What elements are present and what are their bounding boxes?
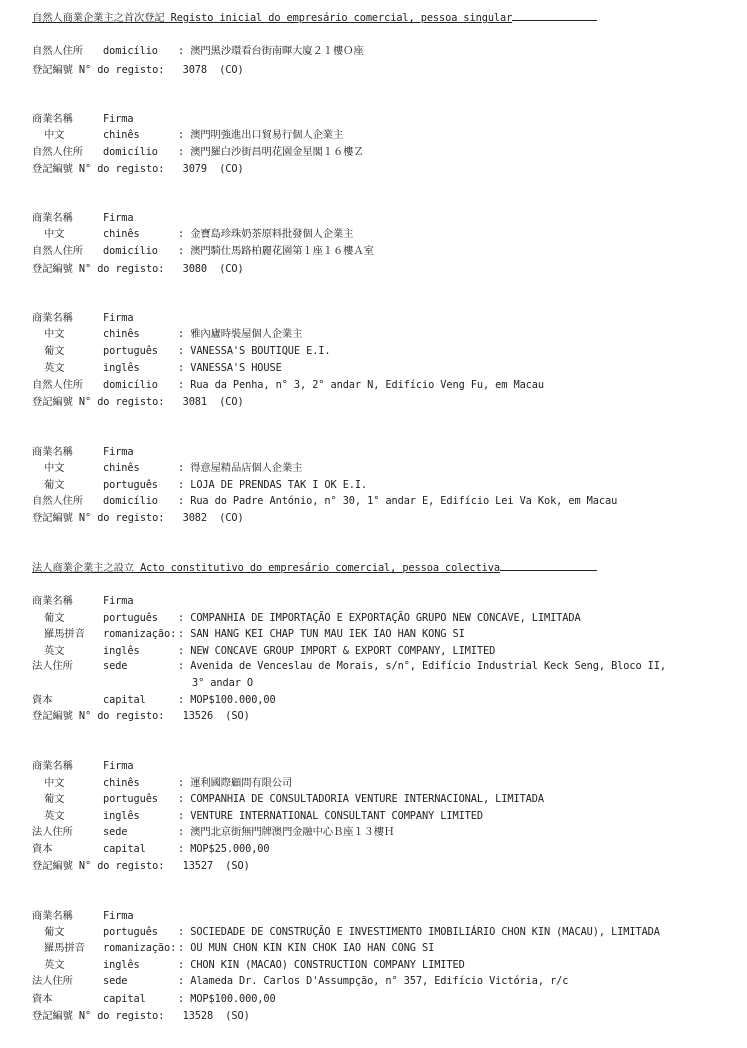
registration-row	[32, 860, 250, 873]
firm-label-zh: 商業名稱	[32, 113, 73, 125]
colon: :	[178, 462, 185, 474]
firm-label-zh: 商業名稱	[32, 760, 73, 772]
colon: :	[178, 959, 185, 971]
lang-label-pt: português	[103, 345, 158, 357]
reg-label-pt: N° do registo:	[78, 163, 165, 175]
firm-name-value: SOCIEDADE DE CONSTRUÇÃO E INVESTIMENTO IMOBILIÁRIO CHON KIN (MACAU), LIMITADA	[190, 926, 660, 938]
capital-row	[32, 843, 270, 856]
firm-label-row	[32, 760, 134, 773]
reg-number: 13528 (SO)	[182, 1010, 250, 1022]
colon: :	[178, 495, 185, 507]
address-value: Rua da Penha, n° 3, 2° andar N, Edifício Veng Fu, em Macau	[190, 379, 544, 391]
capital-value: MOP$25.000,00	[190, 843, 270, 855]
reg-number: 3080 (CO)	[182, 263, 244, 275]
reg-label-zh: 登記編號	[32, 64, 73, 76]
colon: :	[178, 926, 185, 938]
capital-row	[32, 694, 276, 707]
colon: :	[178, 479, 185, 491]
lang-label-pt: chinês	[103, 462, 140, 474]
firm-name-row	[32, 345, 331, 358]
lang-label-zh: 英文	[44, 810, 65, 822]
colon: :	[178, 810, 185, 822]
firm-name-row	[32, 362, 282, 375]
lang-label-zh: 中文	[44, 462, 65, 474]
firm-name-value: SAN HANG KEI CHAP TUN MAU IEK IAO HAN KONG SI	[190, 628, 465, 640]
lang-label-zh: 羅馬拼音	[44, 942, 85, 954]
lang-label-zh: 葡文	[44, 612, 65, 624]
lang-label-pt: inglês	[103, 645, 140, 657]
lang-label-pt: chinês	[103, 129, 140, 141]
lang-label-zh: 中文	[44, 129, 65, 141]
reg-label-pt: N° do registo:	[78, 64, 165, 76]
colon: :	[178, 228, 185, 240]
firm-name-value: 得意屋精品店個人企業主	[190, 462, 303, 474]
lang-label-zh: 英文	[44, 959, 65, 971]
seat-label-zh: 法人住所	[32, 975, 73, 987]
firm-name-row	[32, 612, 581, 625]
lang-label-pt: inglês	[103, 810, 140, 822]
firm-name-row	[32, 479, 367, 492]
capital-label-zh: 資本	[32, 993, 53, 1005]
firm-name-value: 澳門明強進出口貿易行個人企業主	[190, 129, 344, 141]
firm-name-row	[32, 777, 292, 790]
seat-row	[192, 677, 253, 690]
firm-label-row	[32, 910, 134, 923]
firm-name-value: NEW CONCAVE GROUP IMPORT & EXPORT COMPANY, LIMITED	[190, 645, 496, 657]
colon: :	[178, 645, 185, 657]
lang-label-pt: português	[103, 612, 158, 624]
reg-number: 3081 (CO)	[182, 396, 244, 408]
address-row	[32, 495, 617, 508]
registration-row	[32, 263, 244, 276]
address-row	[32, 45, 364, 58]
firm-name-row	[32, 793, 544, 806]
lang-label-zh: 羅馬拼音	[44, 628, 85, 640]
firm-label-row	[32, 212, 134, 225]
reg-label-zh: 登記編號	[32, 860, 73, 872]
reg-number: 3082 (CO)	[182, 512, 244, 524]
seat-row	[32, 826, 394, 839]
firm-name-row	[32, 129, 343, 142]
capital-label-pt: capital	[103, 694, 146, 706]
seat-label-pt: sede	[103, 826, 128, 838]
reg-number: 3078 (CO)	[182, 64, 244, 76]
firm-name-row	[32, 462, 302, 475]
section-heading-natural-person	[32, 11, 597, 25]
firm-name-value: VANESSA'S BOUTIQUE E.I.	[190, 345, 331, 357]
colon: :	[178, 146, 185, 158]
reg-label-zh: 登記編號	[32, 263, 73, 275]
firm-name-row	[32, 959, 465, 972]
lang-label-zh: 葡文	[44, 345, 65, 357]
colon: :	[178, 379, 185, 391]
colon: :	[178, 245, 185, 257]
reg-number: 13527 (SO)	[182, 860, 250, 872]
capital-label-zh: 資本	[32, 843, 53, 855]
seat-value: 3° andar O	[192, 677, 253, 689]
colon: :	[178, 694, 185, 706]
address-label-pt: domicílio	[103, 45, 158, 57]
registration-row	[32, 512, 244, 525]
colon: :	[178, 328, 185, 340]
firm-name-row	[32, 810, 483, 823]
lang-label-zh: 英文	[44, 645, 65, 657]
colon: :	[178, 345, 185, 357]
firm-label-zh: 商業名稱	[32, 910, 73, 922]
capital-label-zh: 資本	[32, 694, 53, 706]
registration-row	[32, 396, 244, 409]
reg-label-zh: 登記編號	[32, 396, 73, 408]
firm-name-value: CHON KIN (MACAO) CONSTRUCTION COMPANY LIMITED	[190, 959, 465, 971]
reg-label-zh: 登記編號	[32, 512, 73, 524]
address-label-zh: 自然人住所	[32, 45, 83, 57]
seat-row	[32, 660, 666, 673]
firm-label-row	[32, 312, 134, 325]
colon: :	[178, 843, 185, 855]
colon: :	[178, 975, 185, 987]
capital-label-pt: capital	[103, 843, 146, 855]
firm-label-zh: 商業名稱	[32, 595, 73, 607]
capital-value: MOP$100.000,00	[190, 993, 276, 1005]
address-row	[32, 146, 364, 159]
firm-label-pt: Firma	[103, 760, 134, 772]
firm-label-row	[32, 446, 134, 459]
lang-label-pt: português	[103, 479, 158, 491]
address-label-zh: 自然人住所	[32, 146, 83, 158]
firm-label-pt: Firma	[103, 446, 134, 458]
reg-label-pt: N° do registo:	[78, 860, 165, 872]
firm-name-row	[32, 328, 302, 341]
address-label-pt: domicílio	[103, 146, 158, 158]
firm-name-value: COMPANHIA DE IMPORTAÇÃO E EXPORTAÇÃO GRUPO NEW CONCAVE, LIMITADA	[190, 612, 581, 624]
section-heading: 法人商業企業主之設立 Acto constitutivo do empresário comercial, pessoa colectiva	[32, 562, 500, 574]
firm-label-pt: Firma	[103, 595, 134, 607]
firm-name-row	[32, 628, 465, 641]
reg-label-pt: N° do registo:	[78, 710, 165, 722]
registration-row	[32, 64, 244, 77]
firm-label-pt: Firma	[103, 312, 134, 324]
lang-label-pt: romanização:	[103, 942, 177, 954]
lang-label-zh: 中文	[44, 328, 65, 340]
reg-label-pt: N° do registo:	[78, 1010, 165, 1022]
firm-name-value: 雅內廬時裝屋個人企業主	[190, 328, 303, 340]
heading-underline	[500, 561, 597, 571]
firm-label-zh: 商業名稱	[32, 212, 73, 224]
address-label-pt: domicílio	[103, 379, 158, 391]
firm-name-row	[32, 926, 660, 939]
section-heading: 自然人商業企業主之首次登記 Registo inicial do empresário comercial, pessoa singular	[32, 12, 513, 24]
firm-name-value: LOJA DE PRENDAS TAK I OK E.I.	[190, 479, 368, 491]
address-label-zh: 自然人住所	[32, 379, 83, 391]
address-value: 澳門黑沙環看台街南暉大廈２１樓Ｏ座	[190, 45, 364, 57]
capital-row	[32, 993, 276, 1006]
firm-name-row	[32, 942, 434, 955]
address-value: 澳門騎仕馬路柏麗花園第１座１６樓Ａ室	[190, 245, 374, 257]
lang-label-zh: 葡文	[44, 479, 65, 491]
lang-label-pt: português	[103, 793, 158, 805]
reg-label-pt: N° do registo:	[78, 263, 165, 275]
reg-label-zh: 登記編號	[32, 163, 73, 175]
firm-name-value: OU MUN CHON KIN KIN CHOK IAO HAN CONG SI	[190, 942, 435, 954]
address-value: Rua do Padre António, n° 30, 1° andar E, Edifício Lei Va Kok, em Macau	[190, 495, 618, 507]
firm-name-value: 運利國際顧問有限公司	[190, 777, 293, 789]
heading-underline	[512, 11, 597, 21]
address-row	[32, 245, 374, 258]
address-label-zh: 自然人住所	[32, 495, 83, 507]
colon: :	[178, 660, 185, 672]
reg-label-zh: 登記編號	[32, 1010, 73, 1022]
lang-label-pt: chinês	[103, 228, 140, 240]
registration-row	[32, 1010, 250, 1023]
address-label-pt: domicílio	[103, 245, 158, 257]
firm-label-pt: Firma	[103, 113, 134, 125]
colon: :	[178, 777, 185, 789]
colon: :	[178, 45, 185, 57]
lang-label-zh: 中文	[44, 777, 65, 789]
seat-value: Alameda Dr. Carlos D'Assumpção, n° 357, Edifício Victória, r/c	[190, 975, 569, 987]
capital-label-pt: capital	[103, 993, 146, 1005]
colon: :	[178, 628, 185, 640]
lang-label-zh: 葡文	[44, 926, 65, 938]
seat-label-zh: 法人住所	[32, 826, 73, 838]
reg-label-pt: N° do registo:	[78, 512, 165, 524]
lang-label-zh: 中文	[44, 228, 65, 240]
lang-label-pt: chinês	[103, 777, 140, 789]
colon: :	[178, 793, 185, 805]
section-heading-legal-person	[32, 561, 597, 575]
firm-label-row	[32, 595, 134, 608]
address-label-zh: 自然人住所	[32, 245, 83, 257]
firm-name-value: 金寶島珍珠奶茶原料批發個人企業主	[190, 228, 354, 240]
firm-label-pt: Firma	[103, 910, 134, 922]
address-label-pt: domicílio	[103, 495, 158, 507]
registration-row	[32, 710, 250, 723]
seat-value: 澳門北京街無門牌澳門金融中心Ｂ座１３樓Ｈ	[190, 826, 395, 838]
lang-label-zh: 英文	[44, 362, 65, 374]
lang-label-pt: inglês	[103, 959, 140, 971]
firm-name-value: VENTURE INTERNATIONAL CONSULTANT COMPANY LIMITED	[190, 810, 483, 822]
colon: :	[178, 129, 185, 141]
seat-label-pt: sede	[103, 660, 128, 672]
colon: :	[178, 942, 185, 954]
firm-label-zh: 商業名稱	[32, 312, 73, 324]
colon: :	[178, 993, 185, 1005]
firm-label-zh: 商業名稱	[32, 446, 73, 458]
registration-row	[32, 163, 244, 176]
colon: :	[178, 826, 185, 838]
lang-label-pt: português	[103, 926, 158, 938]
firm-label-row	[32, 113, 134, 126]
firm-name-row	[32, 645, 495, 658]
seat-label-pt: sede	[103, 975, 128, 987]
firm-name-value: COMPANHIA DE CONSULTADORIA VENTURE INTERNACIONAL, LIMITADA	[190, 793, 544, 805]
capital-value: MOP$100.000,00	[190, 694, 276, 706]
seat-label-zh: 法人住所	[32, 660, 73, 672]
reg-label-pt: N° do registo:	[78, 396, 165, 408]
address-value: 澳門羅白沙街昌明花園金星閣１６樓Ｚ	[190, 146, 364, 158]
firm-label-pt: Firma	[103, 212, 134, 224]
lang-label-pt: romanização:	[103, 628, 177, 640]
seat-row	[32, 975, 568, 988]
address-row	[32, 379, 544, 392]
lang-label-zh: 葡文	[44, 793, 65, 805]
colon: :	[178, 362, 185, 374]
reg-number: 3079 (CO)	[182, 163, 244, 175]
lang-label-pt: inglês	[103, 362, 140, 374]
reg-label-zh: 登記編號	[32, 710, 73, 722]
lang-label-pt: chinês	[103, 328, 140, 340]
firm-name-value: VANESSA'S HOUSE	[190, 362, 282, 374]
firm-name-row	[32, 228, 353, 241]
seat-value: Avenida de Venceslau de Morais, s/n°, Edifício Industrial Keck Seng, Bloco II,	[190, 660, 666, 672]
colon: :	[178, 612, 185, 624]
reg-number: 13526 (SO)	[182, 710, 250, 722]
